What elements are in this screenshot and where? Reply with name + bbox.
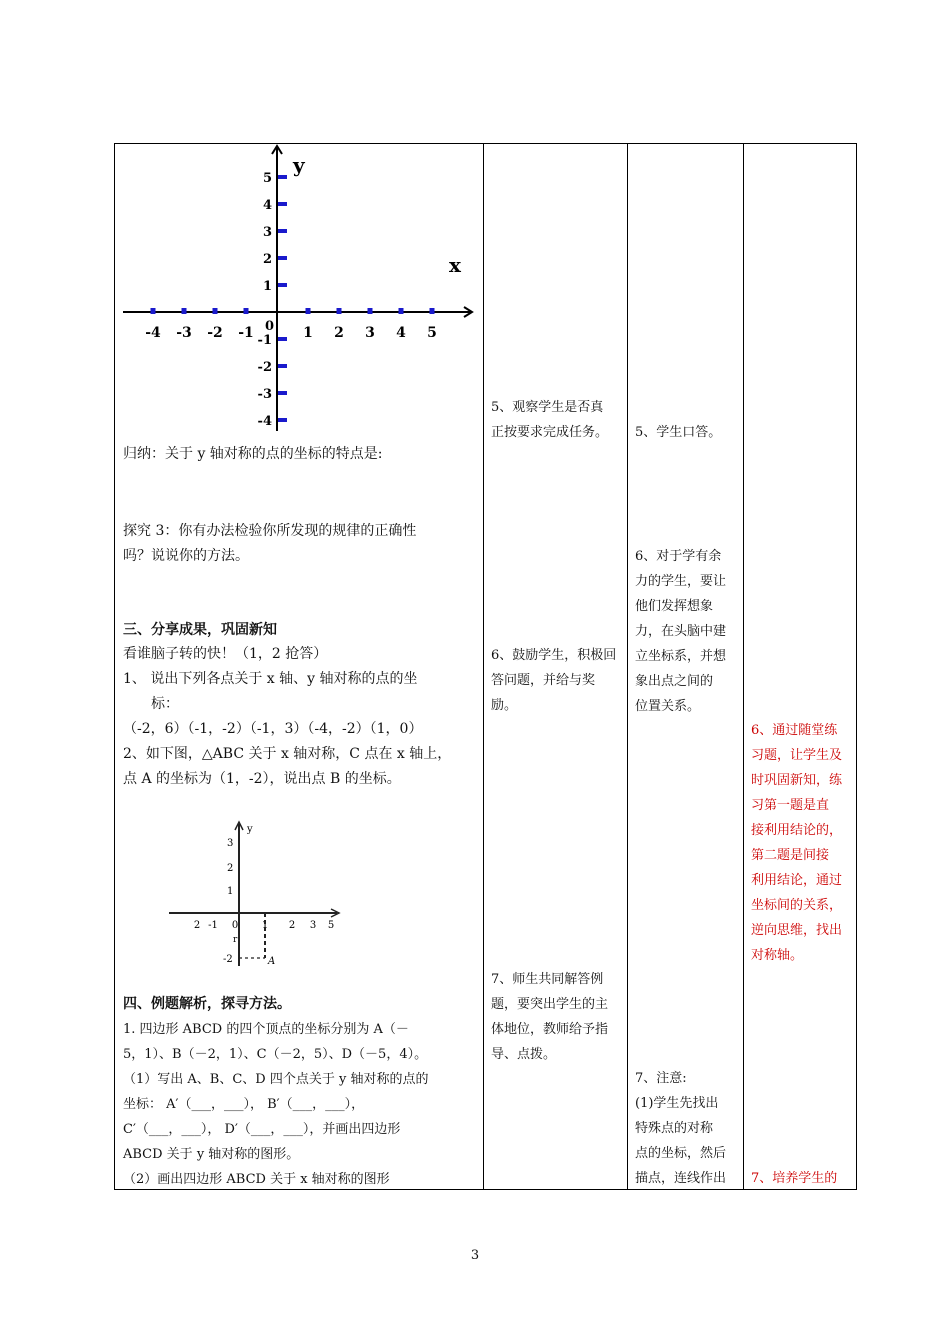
question2-line2: 点 A 的坐标为（1，-2），说出点 B 的坐标。 bbox=[123, 771, 401, 787]
intent7-line1: 7、培养学生的 bbox=[751, 1171, 838, 1186]
y-tick-label: -3 bbox=[257, 387, 272, 402]
y-tick-label: 5 bbox=[262, 171, 272, 186]
y-tick-label: 1 bbox=[262, 279, 272, 294]
teacher-activity-column bbox=[483, 144, 627, 1189]
x-tick bbox=[368, 308, 373, 314]
y-tick-label: 3 bbox=[227, 838, 234, 849]
y-tick bbox=[278, 283, 287, 287]
teacher-note6-line1: 6、鼓励学生，积极回 bbox=[491, 648, 617, 663]
x-tick bbox=[399, 308, 404, 314]
example1-part1-line3: C′（___，___）， D′（___，___），并画出四边形 bbox=[123, 1122, 401, 1137]
x-tick bbox=[213, 308, 218, 314]
y-tick bbox=[278, 337, 287, 341]
example1-line1: 1. 四边形 ABCD 的四个顶点的坐标分别为 A（－ bbox=[123, 1022, 409, 1037]
question1-points: （-2，6）（-1，-2）（-1，3）（-4，-2）（1，0） bbox=[123, 721, 423, 737]
origin-label: 0 bbox=[265, 319, 275, 334]
student-note7-line1: 7、注意: bbox=[635, 1071, 687, 1086]
example1-part2: （2）画出四边形 ABCD 关于 x 轴对称的图形 bbox=[123, 1172, 390, 1187]
y-tick-label: 3 bbox=[262, 225, 272, 240]
x-tick bbox=[430, 308, 435, 314]
section3-title: 三、分享成果，巩固新知 bbox=[123, 622, 277, 638]
small-mark-label: r bbox=[233, 935, 238, 945]
intent6-line8: 坐标间的关系， bbox=[751, 898, 843, 913]
x-tick-label: -1 bbox=[208, 920, 218, 931]
x-tick bbox=[151, 308, 156, 314]
page-number: 3 bbox=[470, 1248, 480, 1263]
section4-title: 四、例题解析，探寻方法。 bbox=[123, 996, 291, 1012]
y-tick-label: -2 bbox=[257, 360, 272, 375]
intent6-line5: 接利用结论的， bbox=[751, 823, 843, 838]
x-tick-label: 2 bbox=[334, 325, 344, 341]
x-tick-label: 4 bbox=[396, 325, 406, 341]
student-note7-line3: 特殊点的对称 bbox=[635, 1121, 714, 1136]
x-tick-label: 2 bbox=[193, 920, 201, 931]
teacher-note6-line2: 答问题，并给与奖 bbox=[491, 673, 596, 688]
point-a-label: A bbox=[268, 956, 276, 967]
y-tick bbox=[278, 364, 287, 368]
x-tick-label: 1 bbox=[261, 920, 269, 931]
y-tick bbox=[278, 229, 287, 233]
intent6-line6: 第二题是间接 bbox=[751, 848, 830, 863]
intent6-line4: 习第一题是直 bbox=[751, 798, 830, 813]
design-intent-column bbox=[743, 144, 858, 1189]
intent6-line7: 利用结论，通过 bbox=[751, 873, 843, 888]
y-tick-label: 1 bbox=[227, 886, 234, 897]
student-note6-line7: 位置关系。 bbox=[635, 699, 701, 714]
explore3-line2: 吗？说说你的方法。 bbox=[123, 548, 249, 564]
example1-part1-line4: ABCD 关于 y 轴对称的图形。 bbox=[123, 1147, 300, 1162]
x-tick-label: 5 bbox=[427, 325, 437, 341]
coordinate-axes-figure bbox=[115, 144, 483, 444]
x-tick bbox=[244, 308, 249, 314]
teacher-note7-line1: 7、师生共同解答例 bbox=[491, 972, 604, 987]
x-tick-label: 5 bbox=[327, 920, 335, 931]
student-note6-line1: 6、对于学有余 bbox=[635, 549, 722, 564]
y-tick-label: -2 bbox=[223, 954, 233, 965]
x-tick bbox=[306, 308, 311, 314]
intent6-line3: 时巩固新知，练 bbox=[751, 773, 843, 788]
x-tick-label: 3 bbox=[365, 325, 375, 341]
example1-part1-line1: （1）写出 A、B、C、D 四个点关于 y 轴对称的点的 bbox=[123, 1072, 429, 1087]
y-tick bbox=[278, 256, 287, 260]
student-activity-column bbox=[627, 144, 743, 1189]
summary-text: 归纳：关于 y 轴对称的点的坐标的特点是: bbox=[123, 446, 383, 462]
x-tick bbox=[337, 308, 342, 314]
student-note6-line5: 立坐标系，并想 bbox=[635, 649, 727, 664]
quick-answer-prompt: 看谁脑子转的快！（1，2 抢答） bbox=[123, 646, 328, 662]
x-tick-label: -2 bbox=[207, 325, 223, 341]
triangle-axes-figure bbox=[165, 816, 365, 976]
student-note6-line4: 力，在头脑中建 bbox=[635, 624, 727, 639]
example1-line2: 5，1）、B（－2，1）、C（－2，5）、D（－5，4）。 bbox=[123, 1047, 428, 1062]
y-tick bbox=[278, 202, 287, 206]
x-tick-label: -4 bbox=[145, 325, 161, 341]
x-tick-label: 3 bbox=[309, 920, 317, 931]
lesson-plan-table bbox=[114, 143, 857, 1190]
question2-line1: 2、如下图，△ABC 关于 x 轴对称，C 点在 x 轴上， bbox=[123, 746, 452, 762]
intent6-line9: 逆向思维，找出 bbox=[751, 923, 843, 938]
y-tick-label: -4 bbox=[257, 414, 272, 429]
x-tick-label: 0 bbox=[231, 920, 239, 931]
y-axis-label: y bbox=[247, 824, 253, 835]
explore3-line1: 探究 3：你有办法检验你所发现的规律的正确性 bbox=[123, 523, 417, 539]
y-tick bbox=[278, 418, 287, 422]
y-axis-label: y bbox=[293, 153, 305, 177]
question1-line2: 标： bbox=[151, 696, 179, 712]
teacher-note7-line2: 题，要突出学生的主 bbox=[491, 997, 609, 1012]
student-note6-line3: 他们发挥想象 bbox=[635, 599, 714, 614]
x-tick-label: 2 bbox=[288, 920, 296, 931]
y-tick-label: 2 bbox=[262, 252, 272, 267]
student-note6-line2: 力的学生，要让 bbox=[635, 574, 727, 589]
x-tick-label: -3 bbox=[176, 325, 192, 341]
intent6-line2: 习题，让学生及 bbox=[751, 748, 843, 763]
student-note6-line6: 象出点之间的 bbox=[635, 674, 714, 689]
y-tick-label: 2 bbox=[227, 863, 234, 874]
question1-line1: 1、 说出下列各点关于 x 轴、y 轴对称的点的坐 bbox=[123, 671, 418, 687]
teacher-note5-line1: 5、观察学生是否真 bbox=[491, 400, 604, 415]
x-tick-label: 1 bbox=[303, 325, 313, 341]
example1-part1-line2: 坐标： A′（___，___）， B′（___，___）， bbox=[123, 1097, 365, 1112]
teacher-note6-line3: 励。 bbox=[491, 698, 518, 713]
y-tick-label: 4 bbox=[262, 198, 272, 213]
content-column bbox=[115, 144, 483, 1189]
teacher-note5-line2: 正按要求完成任务。 bbox=[491, 425, 609, 440]
x-tick bbox=[182, 308, 187, 314]
student-note7-line5: 描点，连线作出 bbox=[635, 1171, 727, 1186]
student-note5: 5、学生口答。 bbox=[635, 425, 722, 440]
y-tick bbox=[278, 391, 287, 395]
y-tick bbox=[278, 175, 287, 179]
y-tick-label: -1 bbox=[257, 333, 272, 348]
intent6-line1: 6、通过随堂练 bbox=[751, 723, 838, 738]
intent6-line10: 对称轴。 bbox=[751, 948, 804, 963]
teacher-note7-line4: 导、点拨。 bbox=[491, 1047, 557, 1062]
x-axis-label: x bbox=[449, 253, 461, 277]
teacher-note7-line3: 体地位，教师给予指 bbox=[491, 1022, 609, 1037]
student-note7-line4: 点的坐标，然后 bbox=[635, 1146, 727, 1161]
x-tick-label: -1 bbox=[238, 325, 254, 341]
student-note7-line2: (1)学生先找出 bbox=[635, 1096, 719, 1111]
